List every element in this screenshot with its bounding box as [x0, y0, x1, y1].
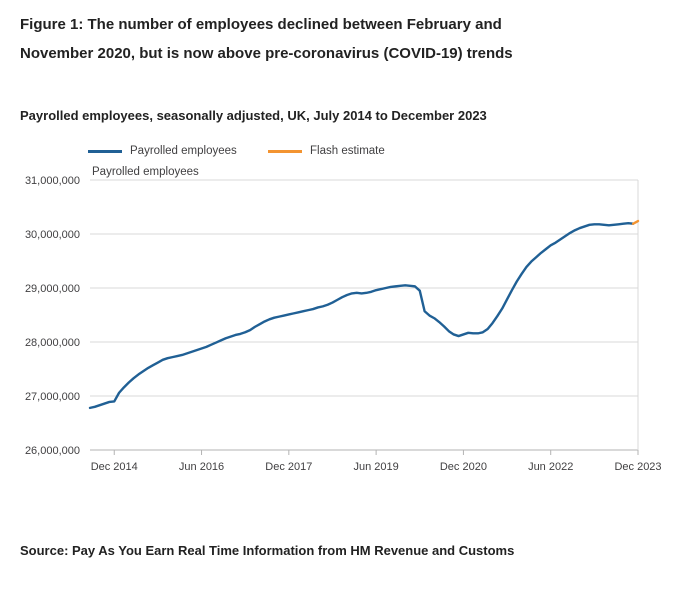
x-axis-tick-label: Jun 2022: [528, 461, 574, 473]
chart-plot-area: [0, 170, 692, 480]
x-axis-tick-label: Jun 2019: [353, 461, 399, 473]
y-axis-tick-label: 31,000,000: [24, 175, 80, 187]
legend-item-flash-estimate: [268, 142, 385, 160]
legend-item-payrolled-employees: [88, 142, 237, 160]
legend-swatch-payrolled-employees: [88, 150, 122, 153]
line-chart: [0, 170, 692, 480]
x-axis-tick-label: Dec 2017: [265, 461, 313, 473]
x-axis-tick-label: Dec 2020: [439, 461, 487, 473]
y-axis-tick-label: 30,000,000: [24, 229, 80, 241]
y-axis-tick-label: 28,000,000: [24, 337, 80, 349]
legend-swatch-flash-estimate: [268, 150, 302, 153]
legend-label-payrolled-employees: Payrolled employees: [130, 145, 237, 157]
series-line-flash-estimate: [633, 221, 638, 224]
series-line-payrolled-employees: [90, 223, 633, 408]
x-axis-tick-label: Dec 2014: [90, 461, 138, 473]
chart-legend: [88, 142, 648, 160]
figure-subtitle: Payrolled employees, seasonally adjusted, UK, July 2014 to December 2023: [20, 108, 487, 123]
y-axis-tick-label: 26,000,000: [24, 445, 80, 457]
figure-title: Figure 1: The number of employees declined between February and November 2020, but is now above pre-coronavirus (COVID-19) trends: [20, 16, 513, 62]
x-axis-tick-label: Jun 2016: [178, 461, 225, 473]
x-axis-tick-label: Dec 2023: [614, 461, 662, 473]
y-axis-title: Payrolled employees: [92, 166, 199, 178]
legend-label-flash-estimate: Flash estimate: [310, 145, 385, 157]
y-axis-tick-label: 27,000,000: [24, 391, 80, 403]
figure-source: Source: Pay As You Earn Real Time Information from HM Revenue and Customs: [20, 543, 515, 558]
y-axis-tick-label: 29,000,000: [24, 283, 80, 295]
